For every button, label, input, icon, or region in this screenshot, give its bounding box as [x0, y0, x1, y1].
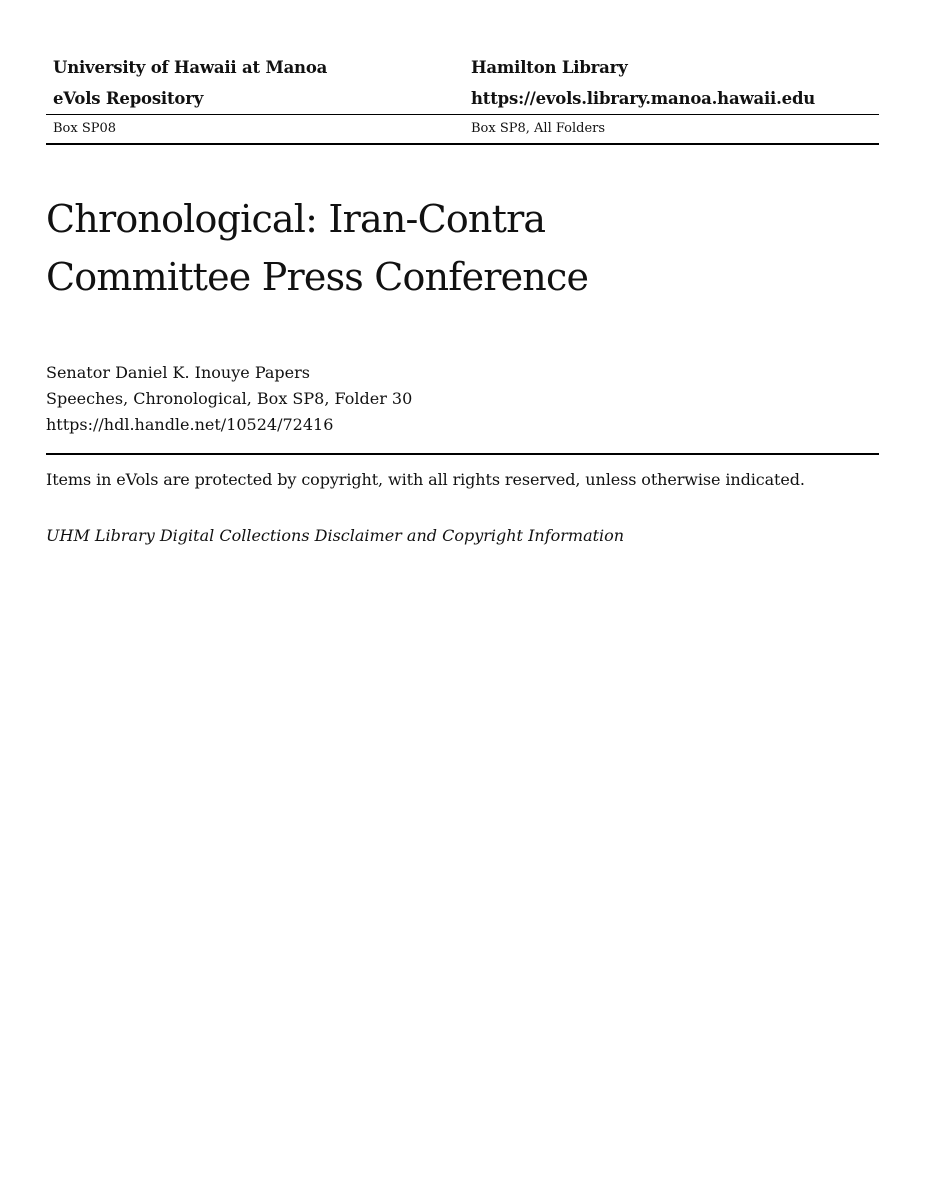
repository-url[interactable]: https://evols.library.manoa.hawaii.edu [471, 89, 816, 108]
header-row-repository [46, 83, 879, 114]
rights-statement: Items in eVols are protected by copyright, with all rights reserved, unless otherwise indicated. [46, 470, 805, 489]
box-label-left: Box SP08 [53, 121, 117, 136]
document-header [46, 52, 879, 145]
handle-link[interactable]: https://hdl.handle.net/10524/72416 [46, 415, 334, 434]
disclaimer-link[interactable]: UHM Library Digital Collections Disclaimer and Copyright Information [46, 526, 625, 545]
institution-name: University of Hawaii at Manoa [53, 58, 328, 77]
box-label-right: Box SP8, All Folders [471, 121, 606, 136]
collection-name: Senator Daniel K. Inouye Papers [46, 363, 310, 382]
header-row-box [46, 115, 879, 143]
header-bottom-rule [46, 143, 879, 145]
header-row-institution [46, 52, 879, 83]
document-title [46, 190, 879, 306]
cover-page [46, 0, 879, 1200]
repository-name: eVols Repository [53, 89, 204, 108]
folder-location: Speeches, Chronological, Box SP8, Folder 30 [46, 389, 413, 408]
title-line-2: Committee Press Conference [46, 255, 589, 299]
library-name: Hamilton Library [471, 58, 628, 77]
section-divider [46, 453, 879, 455]
title-line-1: Chronological: Iran-Contra [46, 197, 546, 241]
document-metadata [46, 360, 879, 438]
